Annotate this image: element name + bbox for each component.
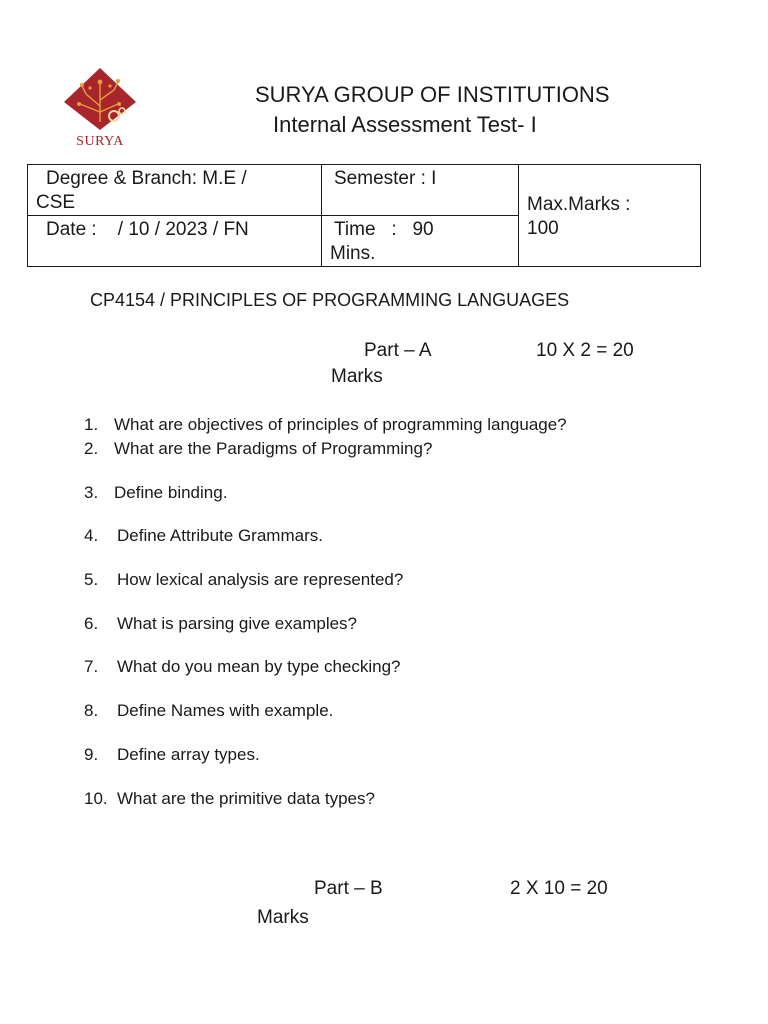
semester-cell <box>322 165 519 216</box>
degree-cell <box>28 165 322 216</box>
logo-text: SURYA <box>76 134 124 149</box>
question-item <box>84 657 401 677</box>
question-text: What do you mean by type checking? <box>117 657 401 676</box>
question-text: How lexical analysis are represented? <box>117 570 404 589</box>
time-text-cont: Mins. <box>330 243 376 264</box>
question-item <box>84 483 227 503</box>
question-text: What are objectives of principles of programming language? <box>114 415 567 434</box>
test-title: Internal Assessment Test- I <box>273 112 537 137</box>
exam-info-table <box>27 164 701 267</box>
date-cell <box>28 216 322 267</box>
question-number: 8. <box>84 701 99 720</box>
question-number: 2. <box>84 439 99 458</box>
logo-emblem-icon <box>60 66 140 132</box>
part-a-label: Part – A <box>364 340 432 361</box>
question-item <box>84 614 357 634</box>
question-number: 6. <box>84 614 99 633</box>
max-marks-value: 100 <box>527 217 559 239</box>
question-text: Define array types. <box>117 745 260 764</box>
part-b-label: Part – B <box>314 878 383 899</box>
question-item <box>84 526 323 546</box>
question-number: 7. <box>84 657 99 676</box>
question-item <box>84 789 375 809</box>
question-number: 9. <box>84 745 99 764</box>
part-b-marks-suffix: Marks <box>257 907 309 928</box>
max-marks-cell <box>519 165 701 267</box>
time-cell <box>322 216 519 267</box>
question-item <box>84 701 333 721</box>
institution-logo <box>60 66 140 154</box>
question-text: Define Attribute Grammars. <box>117 526 323 545</box>
degree-text: Degree & Branch: M.E / <box>46 168 247 189</box>
question-item <box>84 745 260 765</box>
part-a-marks: 10 X 2 = 20 <box>536 340 634 361</box>
course-title: CP4154 / PRINCIPLES OF PROGRAMMING LANGUAGES <box>90 290 570 310</box>
semester-text: Semester : I <box>334 168 437 189</box>
question-number: 10. <box>84 789 108 808</box>
question-text: Define binding. <box>114 483 228 502</box>
max-marks-label: Max.Marks : <box>527 193 631 215</box>
question-text: What are the primitive data types? <box>117 789 375 808</box>
part-b-marks: 2 X 10 = 20 <box>510 878 608 899</box>
question-number: 3. <box>84 483 99 502</box>
date-text: Date : / 10 / 2023 / FN <box>46 219 249 240</box>
question-number: 1. <box>84 415 99 434</box>
time-text: Time : 90 <box>334 219 434 240</box>
question-number: 5. <box>84 570 99 589</box>
question-text: What is parsing give examples? <box>117 614 358 633</box>
question-text: Define Names with example. <box>117 701 334 720</box>
institution-name: SURYA GROUP OF INSTITUTIONS <box>255 82 610 107</box>
question-item <box>84 439 432 459</box>
question-item <box>84 415 567 435</box>
part-a-marks-suffix: Marks <box>331 366 383 387</box>
question-text: What are the Paradigms of Programming? <box>114 439 433 458</box>
degree-text-cont: CSE <box>36 192 76 213</box>
question-item <box>84 570 403 590</box>
question-number: 4. <box>84 526 99 545</box>
